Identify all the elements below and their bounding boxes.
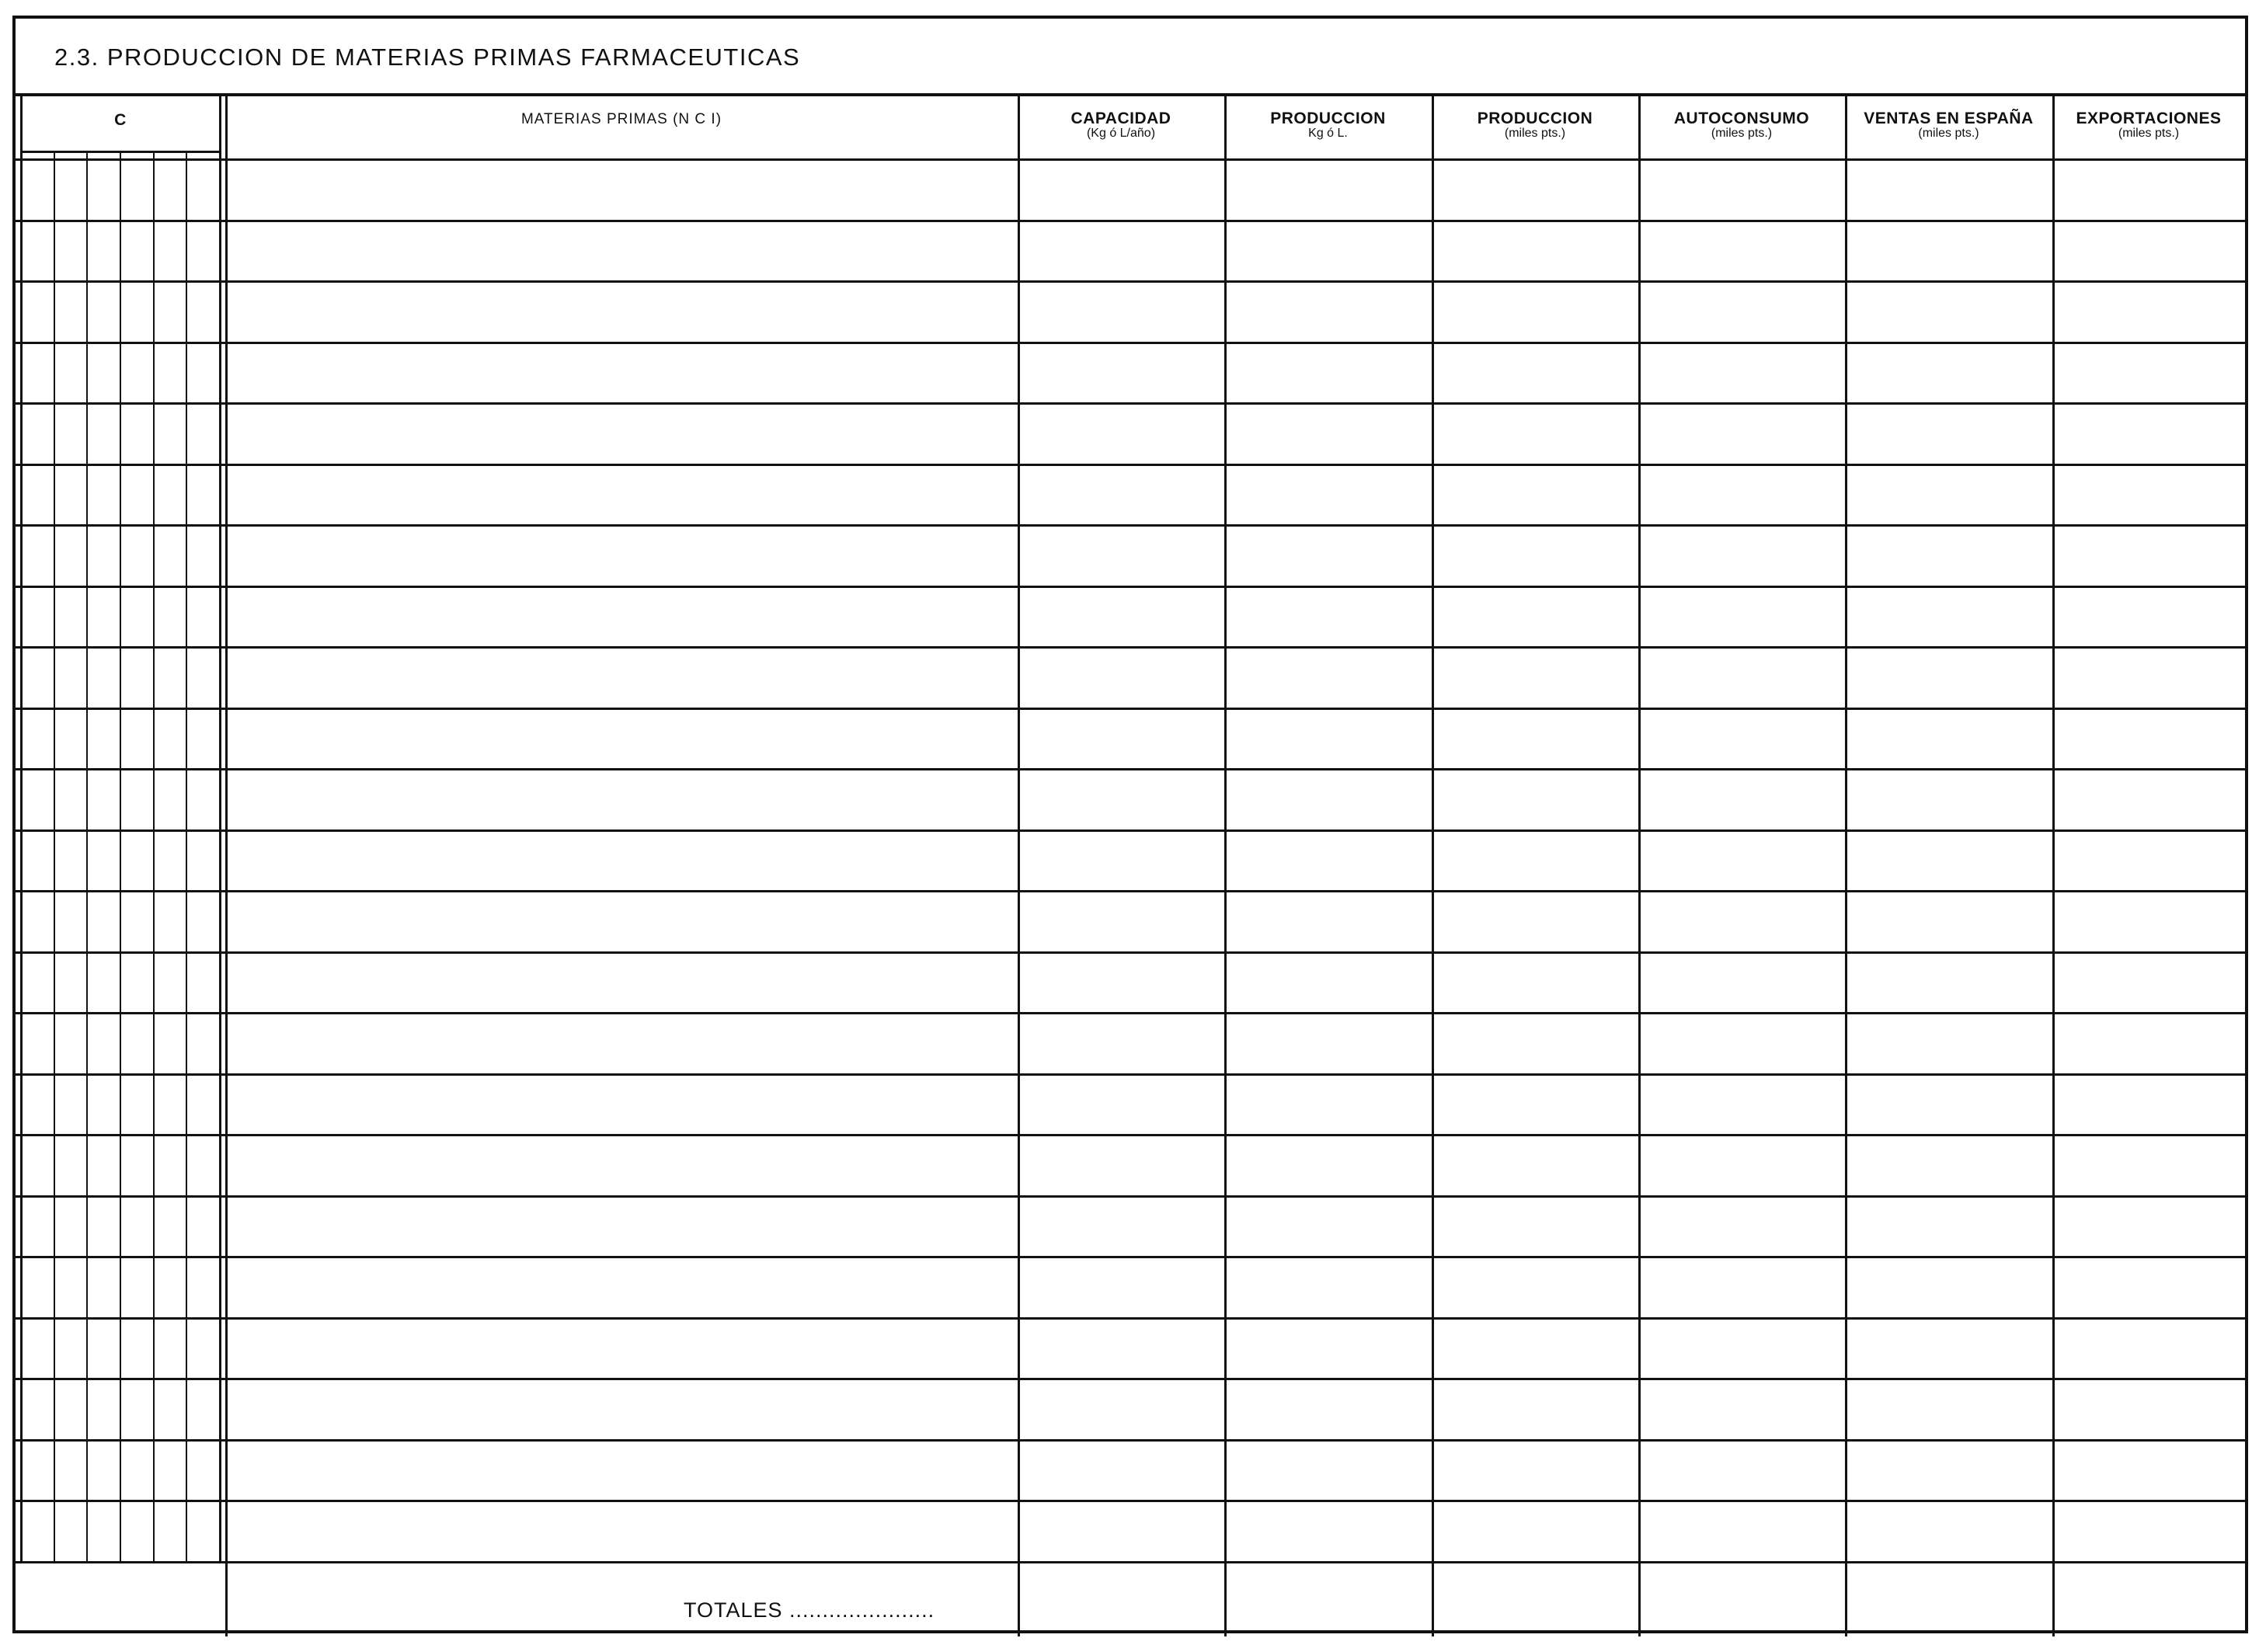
column-header-c [16, 112, 225, 129]
column-header-unit: (miles pts.) [1918, 127, 1979, 141]
totals-top-rule [16, 1561, 241, 1563]
column-header-label: C [114, 111, 127, 129]
table-row[interactable] [20, 1380, 2245, 1439]
table-row[interactable] [20, 1014, 2245, 1073]
production-table [16, 93, 2245, 1636]
totals-leader-dots: ...................... [782, 1598, 935, 1622]
table-row[interactable] [20, 892, 2245, 951]
table-row[interactable] [20, 283, 2245, 342]
form-title-bar [16, 19, 2245, 96]
column-header-capacidad [1018, 110, 1224, 141]
table-row[interactable] [20, 344, 2245, 403]
form-sheet [12, 16, 2248, 1633]
table-row[interactable] [20, 832, 2245, 891]
table-row[interactable] [20, 161, 2245, 220]
column-header-label: VENTAS EN ESPAÑA [1864, 110, 2034, 127]
totals-text: TOTALES [684, 1598, 783, 1622]
table-row[interactable] [20, 405, 2245, 464]
code-box-border [20, 93, 221, 96]
form-title: 2.3. PRODUCCION DE MATERIAS PRIMAS FARMACEUTICAS [54, 43, 801, 71]
table-row[interactable] [20, 1442, 2245, 1501]
table-row[interactable] [20, 649, 2245, 708]
column-header-autoconsumo [1638, 110, 1845, 141]
column-header-unit: (Kg ó L/año) [1086, 127, 1156, 141]
row-divider [16, 1561, 2245, 1563]
column-header-ventas [1845, 110, 2052, 141]
column-header-materias [225, 112, 1018, 127]
column-header-unit: (miles pts.) [1504, 127, 1566, 141]
column-header-label: PRODUCCION [1270, 110, 1386, 127]
table-row[interactable] [20, 1258, 2245, 1317]
table-row[interactable] [20, 1502, 2245, 1561]
table-row[interactable] [20, 588, 2245, 647]
column-header-label: PRODUCCION [1477, 110, 1593, 127]
table-row[interactable] [20, 770, 2245, 829]
column-header-unit: (miles pts.) [1711, 127, 1773, 141]
column-header-label: CAPACIDAD [1070, 110, 1171, 127]
column-header-exportaciones [2052, 110, 2245, 141]
column-header-unit: (miles pts.) [2118, 127, 2180, 141]
column-header-label: MATERIAS PRIMAS (N C I) [520, 111, 722, 127]
table-row[interactable] [20, 954, 2245, 1013]
column-header-produccion-kg [1224, 110, 1432, 141]
column-header-label: AUTOCONSUMO [1673, 110, 1810, 127]
column-header-label: EXPORTACIONES [2076, 110, 2222, 127]
table-row[interactable] [20, 1320, 2245, 1379]
column-header-unit: Kg ó L. [1308, 127, 1348, 141]
table-row[interactable] [20, 466, 2245, 525]
table-row[interactable] [20, 1198, 2245, 1257]
table-row[interactable] [20, 222, 2245, 281]
table-row[interactable] [20, 1136, 2245, 1195]
table-row[interactable] [20, 710, 2245, 769]
totals-label [684, 1598, 935, 1622]
table-row[interactable] [20, 1076, 2245, 1135]
column-header-produccion-pts [1432, 110, 1638, 141]
table-row[interactable] [20, 527, 2245, 586]
